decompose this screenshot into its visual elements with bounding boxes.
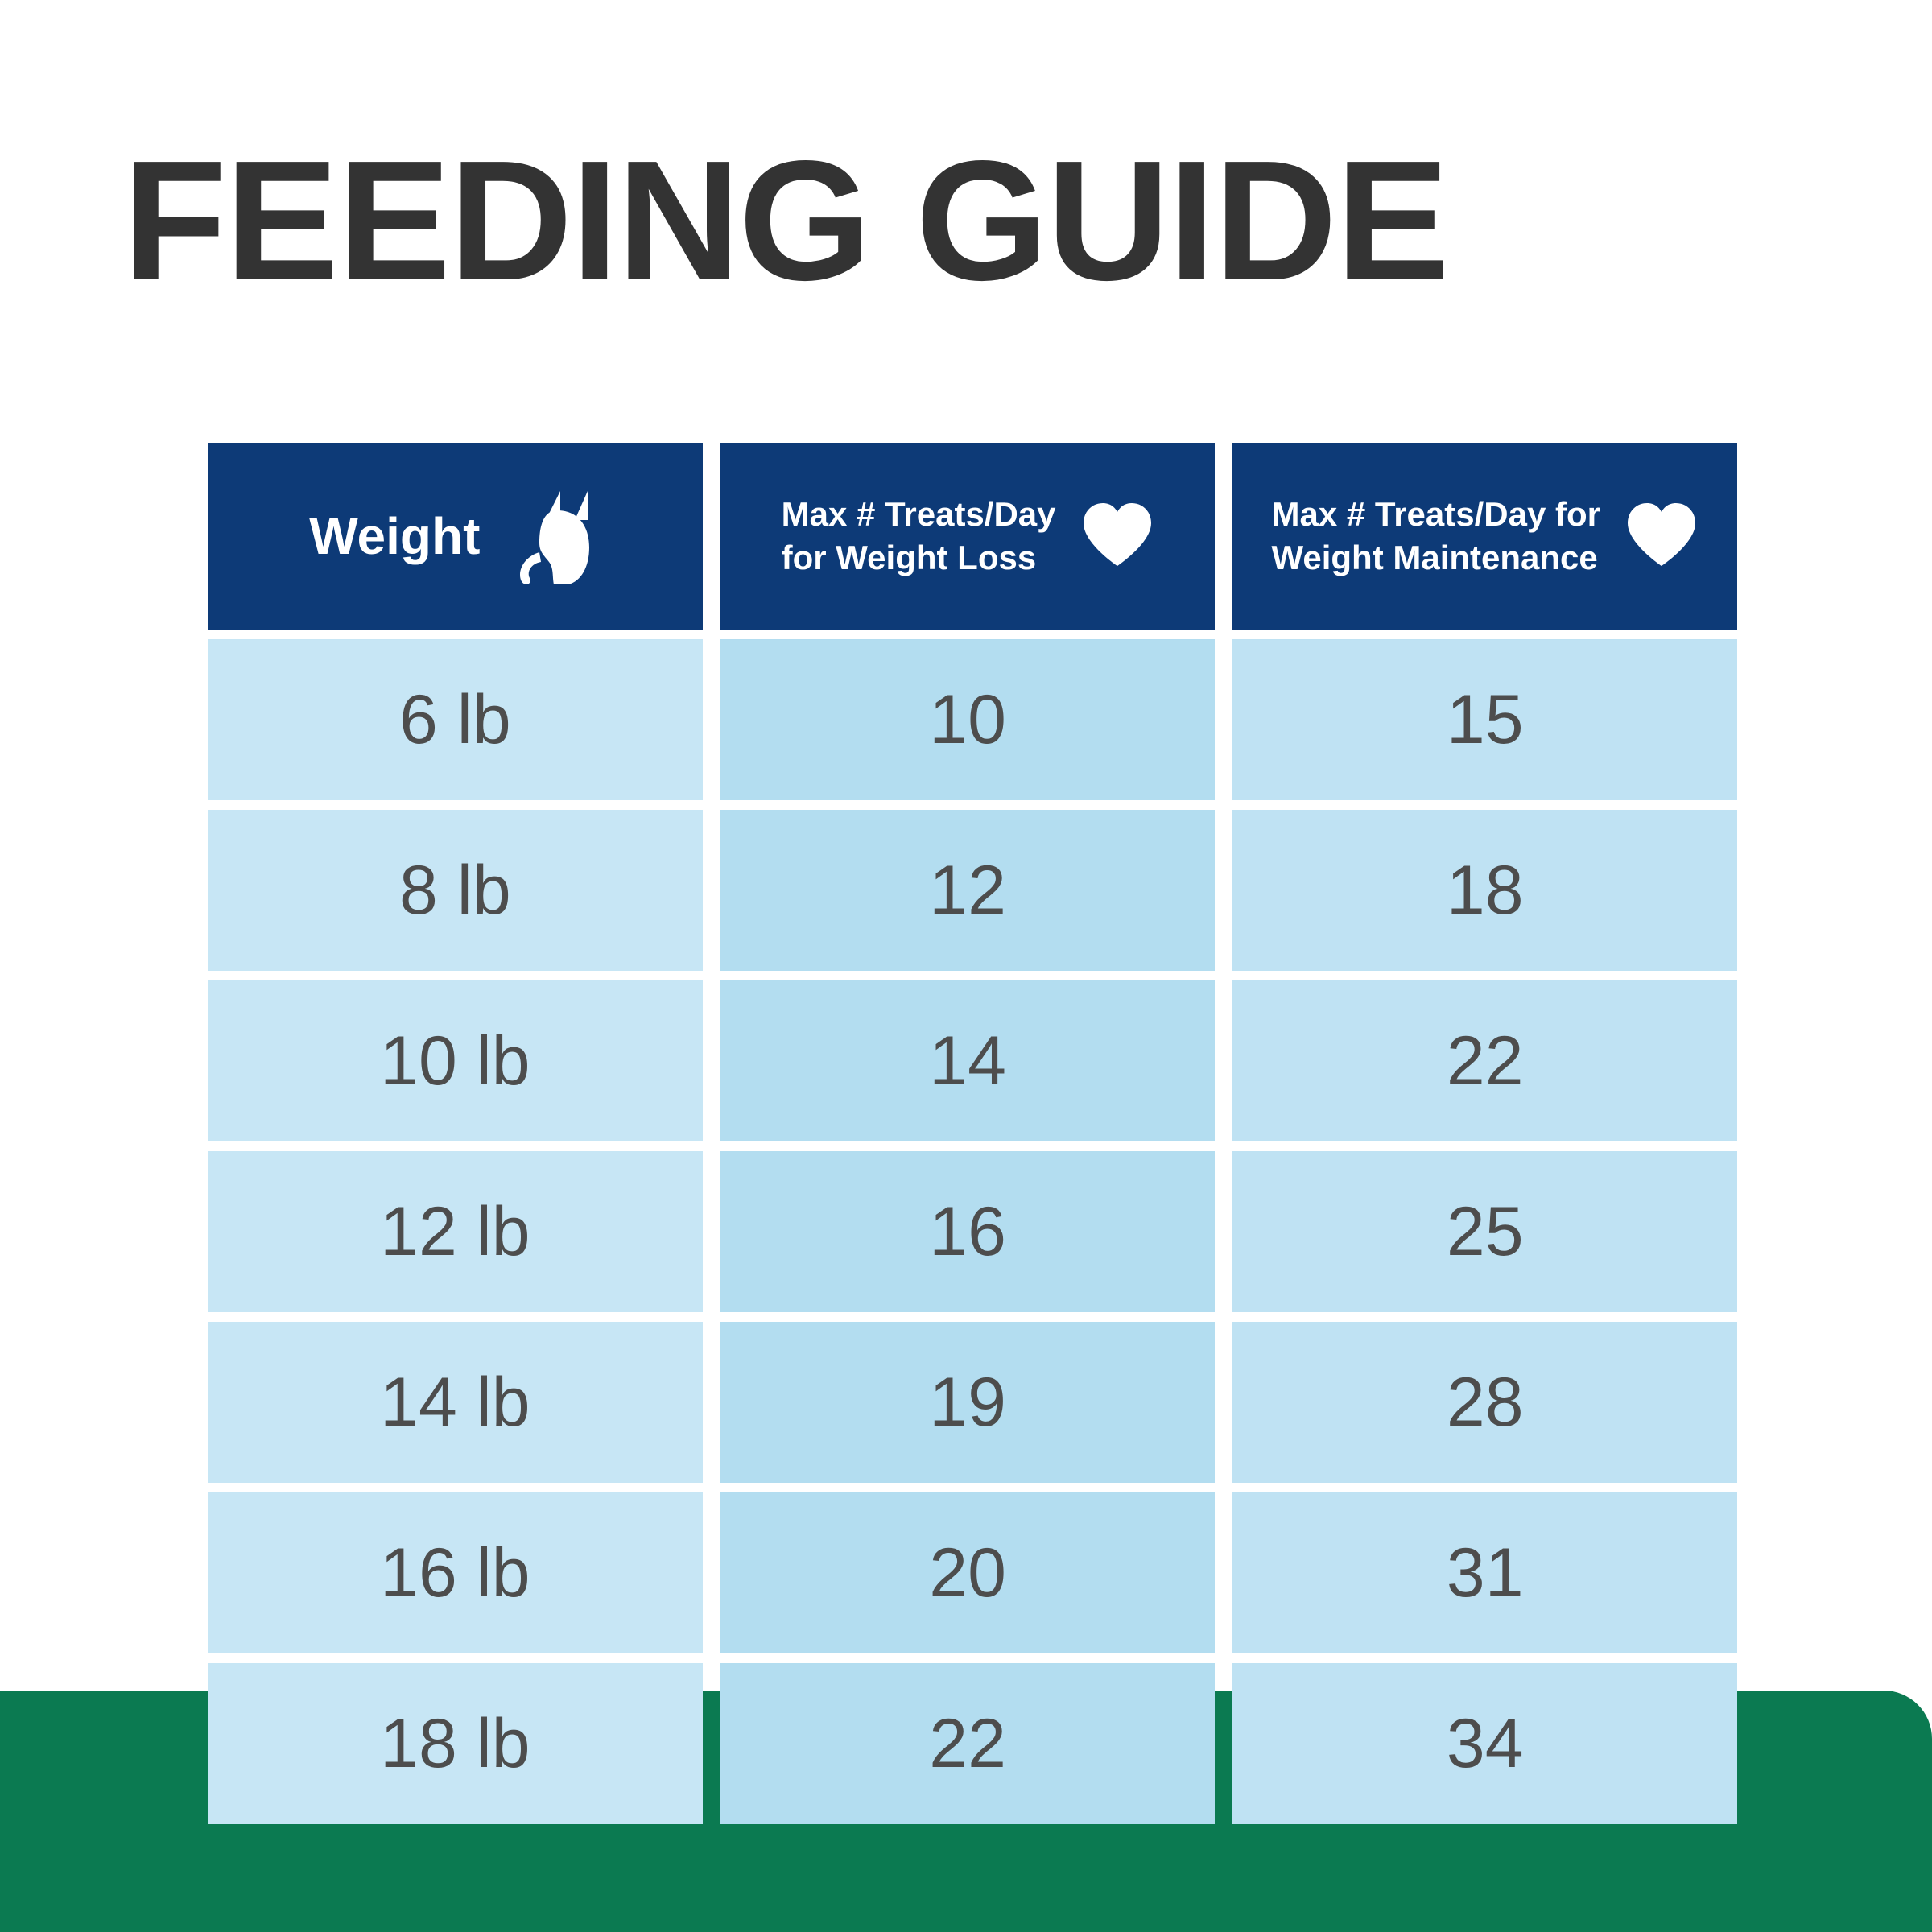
heart-icon <box>1624 502 1699 572</box>
table-row <box>208 810 1737 971</box>
cell-weight: 12 lb <box>208 1151 703 1312</box>
header-label-weight-maintenance-line2: Weight Maintenance <box>1271 539 1598 576</box>
table-row <box>208 1322 1737 1483</box>
cell-weight-loss: 19 <box>720 1322 1216 1483</box>
header-cell-weight-maintenance <box>1232 443 1737 630</box>
table-row <box>208 1663 1737 1824</box>
cat-icon <box>504 478 601 595</box>
header-label-weight-maintenance <box>1271 493 1600 580</box>
cell-weight-maintenance: 25 <box>1232 1151 1737 1312</box>
header-cell-weight <box>208 443 703 630</box>
cell-weight-loss: 10 <box>720 639 1216 800</box>
cell-weight: 6 lb <box>208 639 703 800</box>
page-title: FEEDING GUIDE <box>122 125 1448 316</box>
table-row <box>208 639 1737 800</box>
table-row <box>208 1151 1737 1312</box>
cell-weight-loss: 20 <box>720 1492 1216 1653</box>
table-header-row <box>208 443 1737 630</box>
cell-weight-maintenance: 15 <box>1232 639 1737 800</box>
cell-weight-maintenance: 18 <box>1232 810 1737 971</box>
cell-weight: 8 lb <box>208 810 703 971</box>
cell-weight: 18 lb <box>208 1663 703 1824</box>
heart-icon <box>1080 502 1154 572</box>
header-cell-weight-loss <box>720 443 1216 630</box>
cell-weight: 16 lb <box>208 1492 703 1653</box>
header-label-weight-maintenance-line1: Max # Treats/Day for <box>1271 495 1600 533</box>
feeding-guide-table <box>208 443 1737 1824</box>
cell-weight-maintenance: 28 <box>1232 1322 1737 1483</box>
cell-weight: 14 lb <box>208 1322 703 1483</box>
header-label-weight-loss-line1: Max # Treats/Day <box>781 495 1056 533</box>
table-row <box>208 1492 1737 1653</box>
cell-weight-loss: 14 <box>720 980 1216 1141</box>
cell-weight-loss: 22 <box>720 1663 1216 1824</box>
cell-weight-loss: 16 <box>720 1151 1216 1312</box>
header-label-weight: Weight <box>309 507 481 565</box>
table-row <box>208 980 1737 1141</box>
cell-weight-maintenance: 31 <box>1232 1492 1737 1653</box>
header-label-weight-loss <box>782 493 1056 580</box>
cell-weight-loss: 12 <box>720 810 1216 971</box>
cell-weight-maintenance: 34 <box>1232 1663 1737 1824</box>
cell-weight: 10 lb <box>208 980 703 1141</box>
header-label-weight-loss-line2: for Weight Loss <box>781 539 1037 576</box>
cell-weight-maintenance: 22 <box>1232 980 1737 1141</box>
